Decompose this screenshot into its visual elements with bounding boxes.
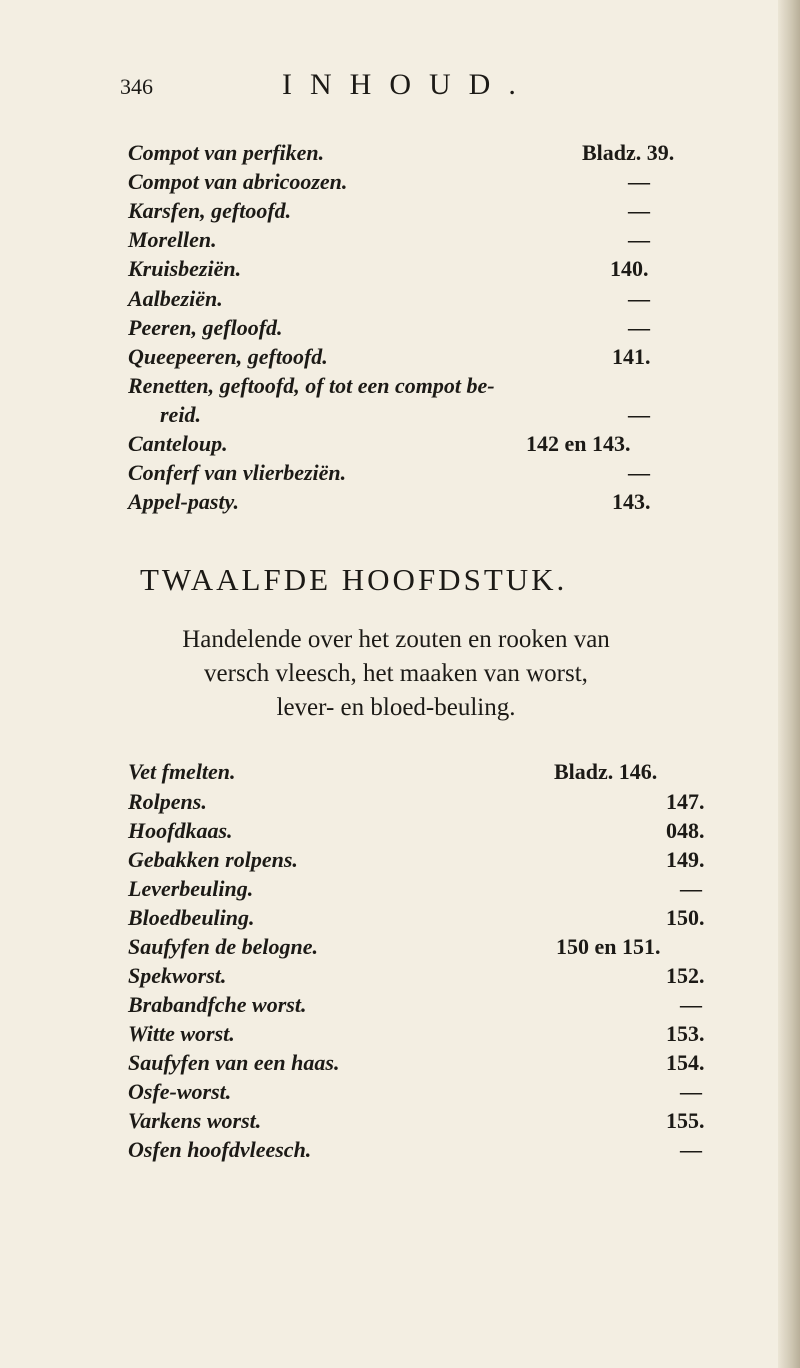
index-entry-page: 150 en 151.: [556, 934, 661, 959]
index-entry-label: Kruisbeziën.: [128, 256, 242, 281]
index-entry-page: —: [680, 876, 702, 901]
index-entry-page: —: [628, 169, 650, 194]
chapter-description-line: Handelende over het zouten en rooken van: [182, 626, 610, 653]
index-entry-page: —: [628, 198, 650, 223]
index-entry-page: —: [680, 1137, 702, 1162]
index-entry-page: 142 en 143.: [526, 431, 631, 456]
index-entry-label: Gebakken rolpens.: [128, 847, 298, 872]
index-entry-label: Renetten, geftoofd, of tot een compot be-: [128, 373, 495, 398]
chapter-description-line: lever- en bloed-beuling.: [276, 694, 516, 721]
index-entry-label: Osfen hoofdvleesch.: [128, 1137, 312, 1162]
index-entry-page: Bladz. 39.: [582, 140, 675, 165]
index-entry-label: Compot van abricoozen.: [128, 169, 348, 194]
index-entry-label: Appel-pasty.: [128, 489, 239, 514]
index-entry-page: 147.: [666, 789, 705, 814]
index-entry-page: —: [628, 227, 650, 252]
index-entry-label: Canteloup.: [128, 431, 228, 456]
index-entry-page: 143.: [612, 489, 651, 514]
running-title: INHOUD.: [282, 68, 534, 101]
index-entry-label: Queepeeren, geftoofd.: [128, 344, 328, 369]
index-entry-label: Saufyfen de belogne.: [128, 934, 319, 959]
index-entry-label: Spekworst.: [128, 963, 227, 988]
index-entry-label: Vet fmelten.: [128, 759, 236, 784]
index-entry-page: 153.: [666, 1021, 705, 1046]
index-entry-page: 140.: [610, 256, 649, 281]
index-entry-label: Osfe-worst.: [128, 1079, 232, 1104]
index-entry-page: 152.: [666, 963, 705, 988]
index-entry-page: 141.: [612, 344, 651, 369]
index-entry-page: —: [628, 460, 650, 485]
index-entry-label: Leverbeuling.: [128, 876, 254, 901]
index-entry-page: —: [680, 1079, 702, 1104]
index-entry-label: Saufyfen van een haas.: [128, 1050, 340, 1075]
index-entry-label: reid.: [160, 402, 201, 427]
index-entry-label: Aalbeziën.: [128, 286, 223, 311]
index-entry-page: 150.: [666, 905, 705, 930]
index-entry-label: Compot van perfiken.: [128, 140, 325, 165]
index-entry-label: Peeren, gefloofd.: [128, 315, 283, 340]
index-entry-page: 155.: [666, 1108, 705, 1133]
page-edge: [778, 0, 800, 1368]
index-entry-page: Bladz. 146.: [554, 759, 658, 784]
chapter-title: TWAALFDE HOOFDSTUK.: [140, 562, 568, 597]
chapter-description-line: versch vleesch, het maaken van worst,: [204, 660, 588, 687]
index-entry-page: —: [628, 315, 650, 340]
index-entry-label: Hoofdkaas.: [128, 818, 233, 843]
index-entry-label: Rolpens.: [128, 789, 207, 814]
page-number: 346: [120, 74, 153, 99]
index-entry-page: —: [628, 286, 650, 311]
index-entry-label: Bloedbeuling.: [128, 905, 255, 930]
index-entry-page: 149.: [666, 847, 705, 872]
index-entry-page: 048.: [666, 818, 705, 843]
index-entry-label: Brabandfche worst.: [128, 992, 307, 1017]
index-entry-page: —: [680, 992, 702, 1017]
index-entry-label: Conferf van vlierbeziën.: [128, 460, 347, 485]
index-entry-label: Varkens worst.: [128, 1108, 262, 1133]
index-entry-label: Morellen.: [128, 227, 217, 252]
index-entry-page: —: [628, 402, 650, 427]
index-entry-label: Witte worst.: [128, 1021, 235, 1046]
index-entry-page: 154.: [666, 1050, 705, 1075]
index-entry-label: Karsfen, geftoofd.: [128, 198, 292, 223]
